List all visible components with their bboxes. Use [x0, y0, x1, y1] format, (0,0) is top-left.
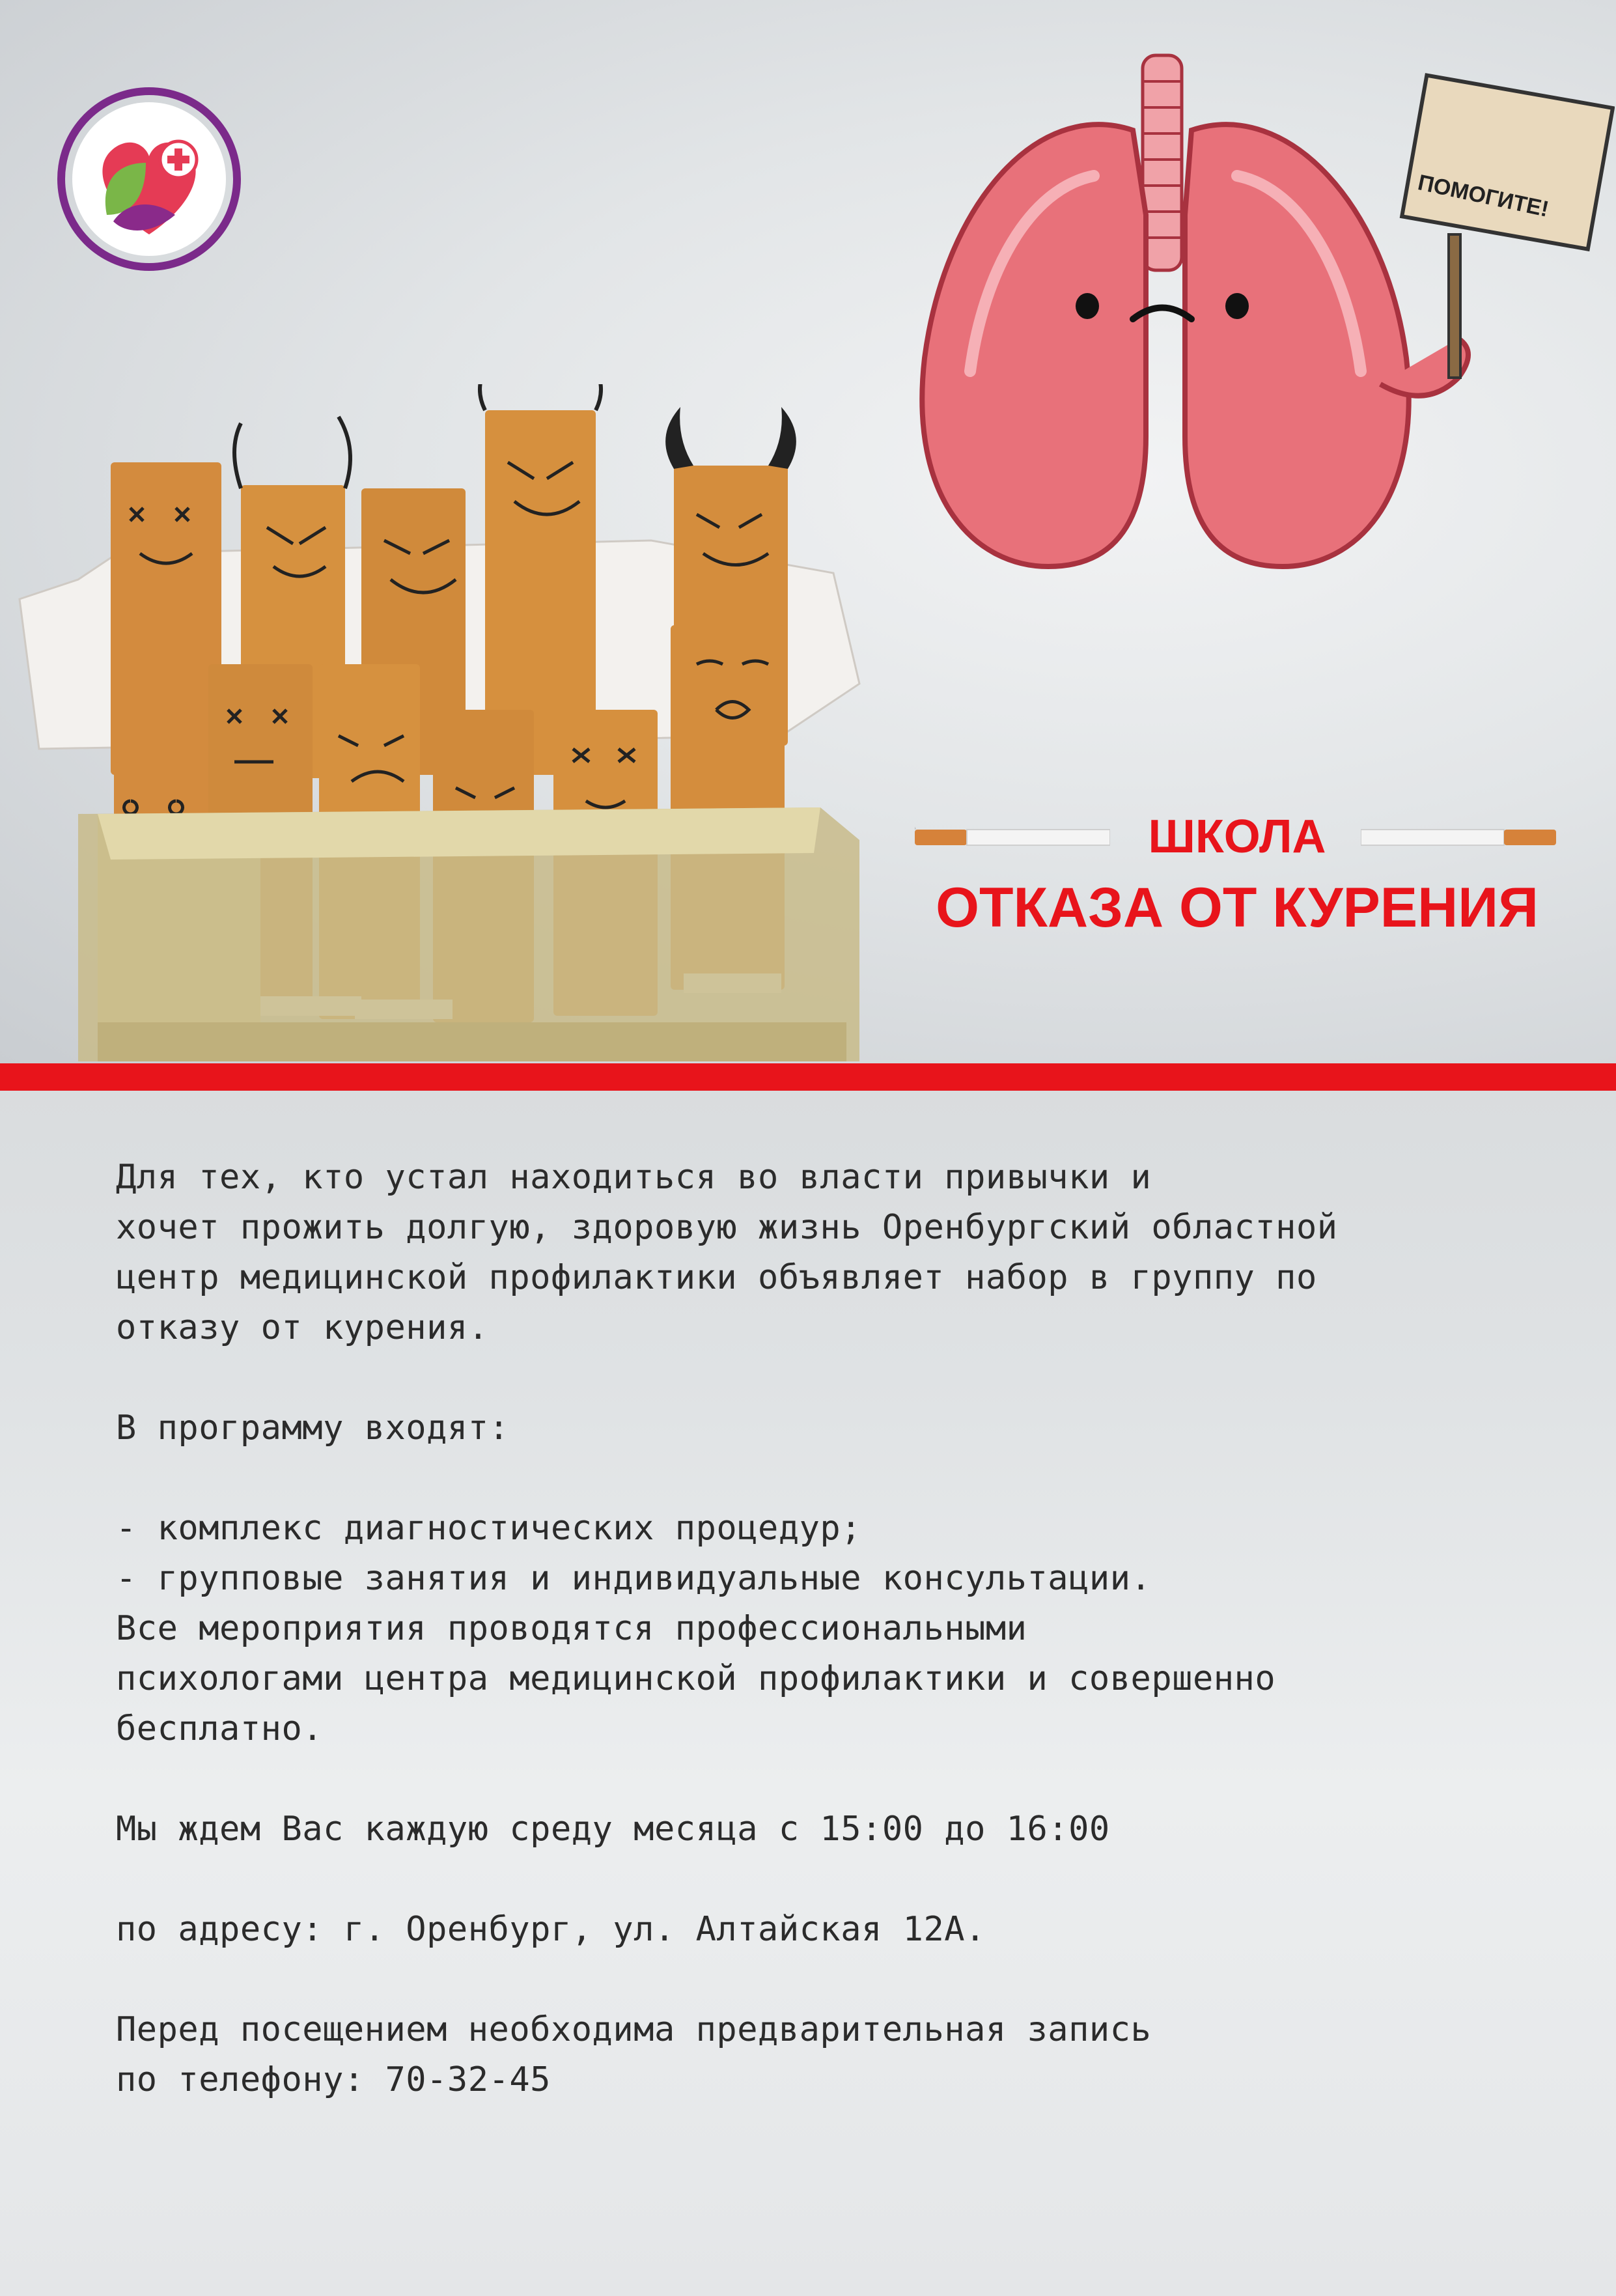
- program-line: - групповые занятия и индивидуальные консультации.: [116, 1559, 1152, 1598]
- heart-leaf-cross-logo-icon: [55, 85, 244, 273]
- title-line-quit-smoking: ОТКАЗА ОТ КУРЕНИЯ: [936, 876, 1539, 939]
- red-divider: [0, 1063, 1616, 1091]
- announcement-text: [116, 1153, 1535, 2105]
- title-line-school: ШКОЛА: [1148, 811, 1326, 863]
- school-title: [892, 807, 1582, 957]
- intro-line: центр медицинской профилактики объявляет набор в группу по: [116, 1258, 1317, 1297]
- intro-line: отказу от курения.: [116, 1308, 489, 1347]
- registration-line: Перед посещением необходима предварительная запись: [116, 2010, 1152, 2049]
- intro-line: хочет прожить долгую, здоровую жизнь Оренбургский областной: [116, 1208, 1338, 1247]
- cigarette-pack-with-faces-icon: [0, 384, 912, 1068]
- address-line: по адресу: г. Оренбург, ул. Алтайская 12А.: [116, 1910, 986, 1949]
- program-line: психологами центра медицинской профилактики и совершенно: [116, 1659, 1276, 1698]
- program-line: Все мероприятия проводятся профессиональными: [116, 1609, 1027, 1648]
- program-heading: В программу входят:: [116, 1408, 510, 1448]
- program-line: - комплекс диагностических процедур;: [116, 1509, 862, 1548]
- sad-lungs-icon: [872, 46, 1615, 606]
- schedule-line: Мы ждем Вас каждую среду месяца с 15:00 до 16:00: [116, 1810, 1110, 1849]
- intro-line: Для тех, кто устал находиться во власти привычки и: [116, 1158, 1152, 1197]
- program-line: бесплатно.: [116, 1709, 324, 1748]
- phone-line: по телефону: 70-32-45: [116, 2060, 551, 2099]
- help-sign-text: ПОМОГИТЕ!: [1415, 170, 1551, 222]
